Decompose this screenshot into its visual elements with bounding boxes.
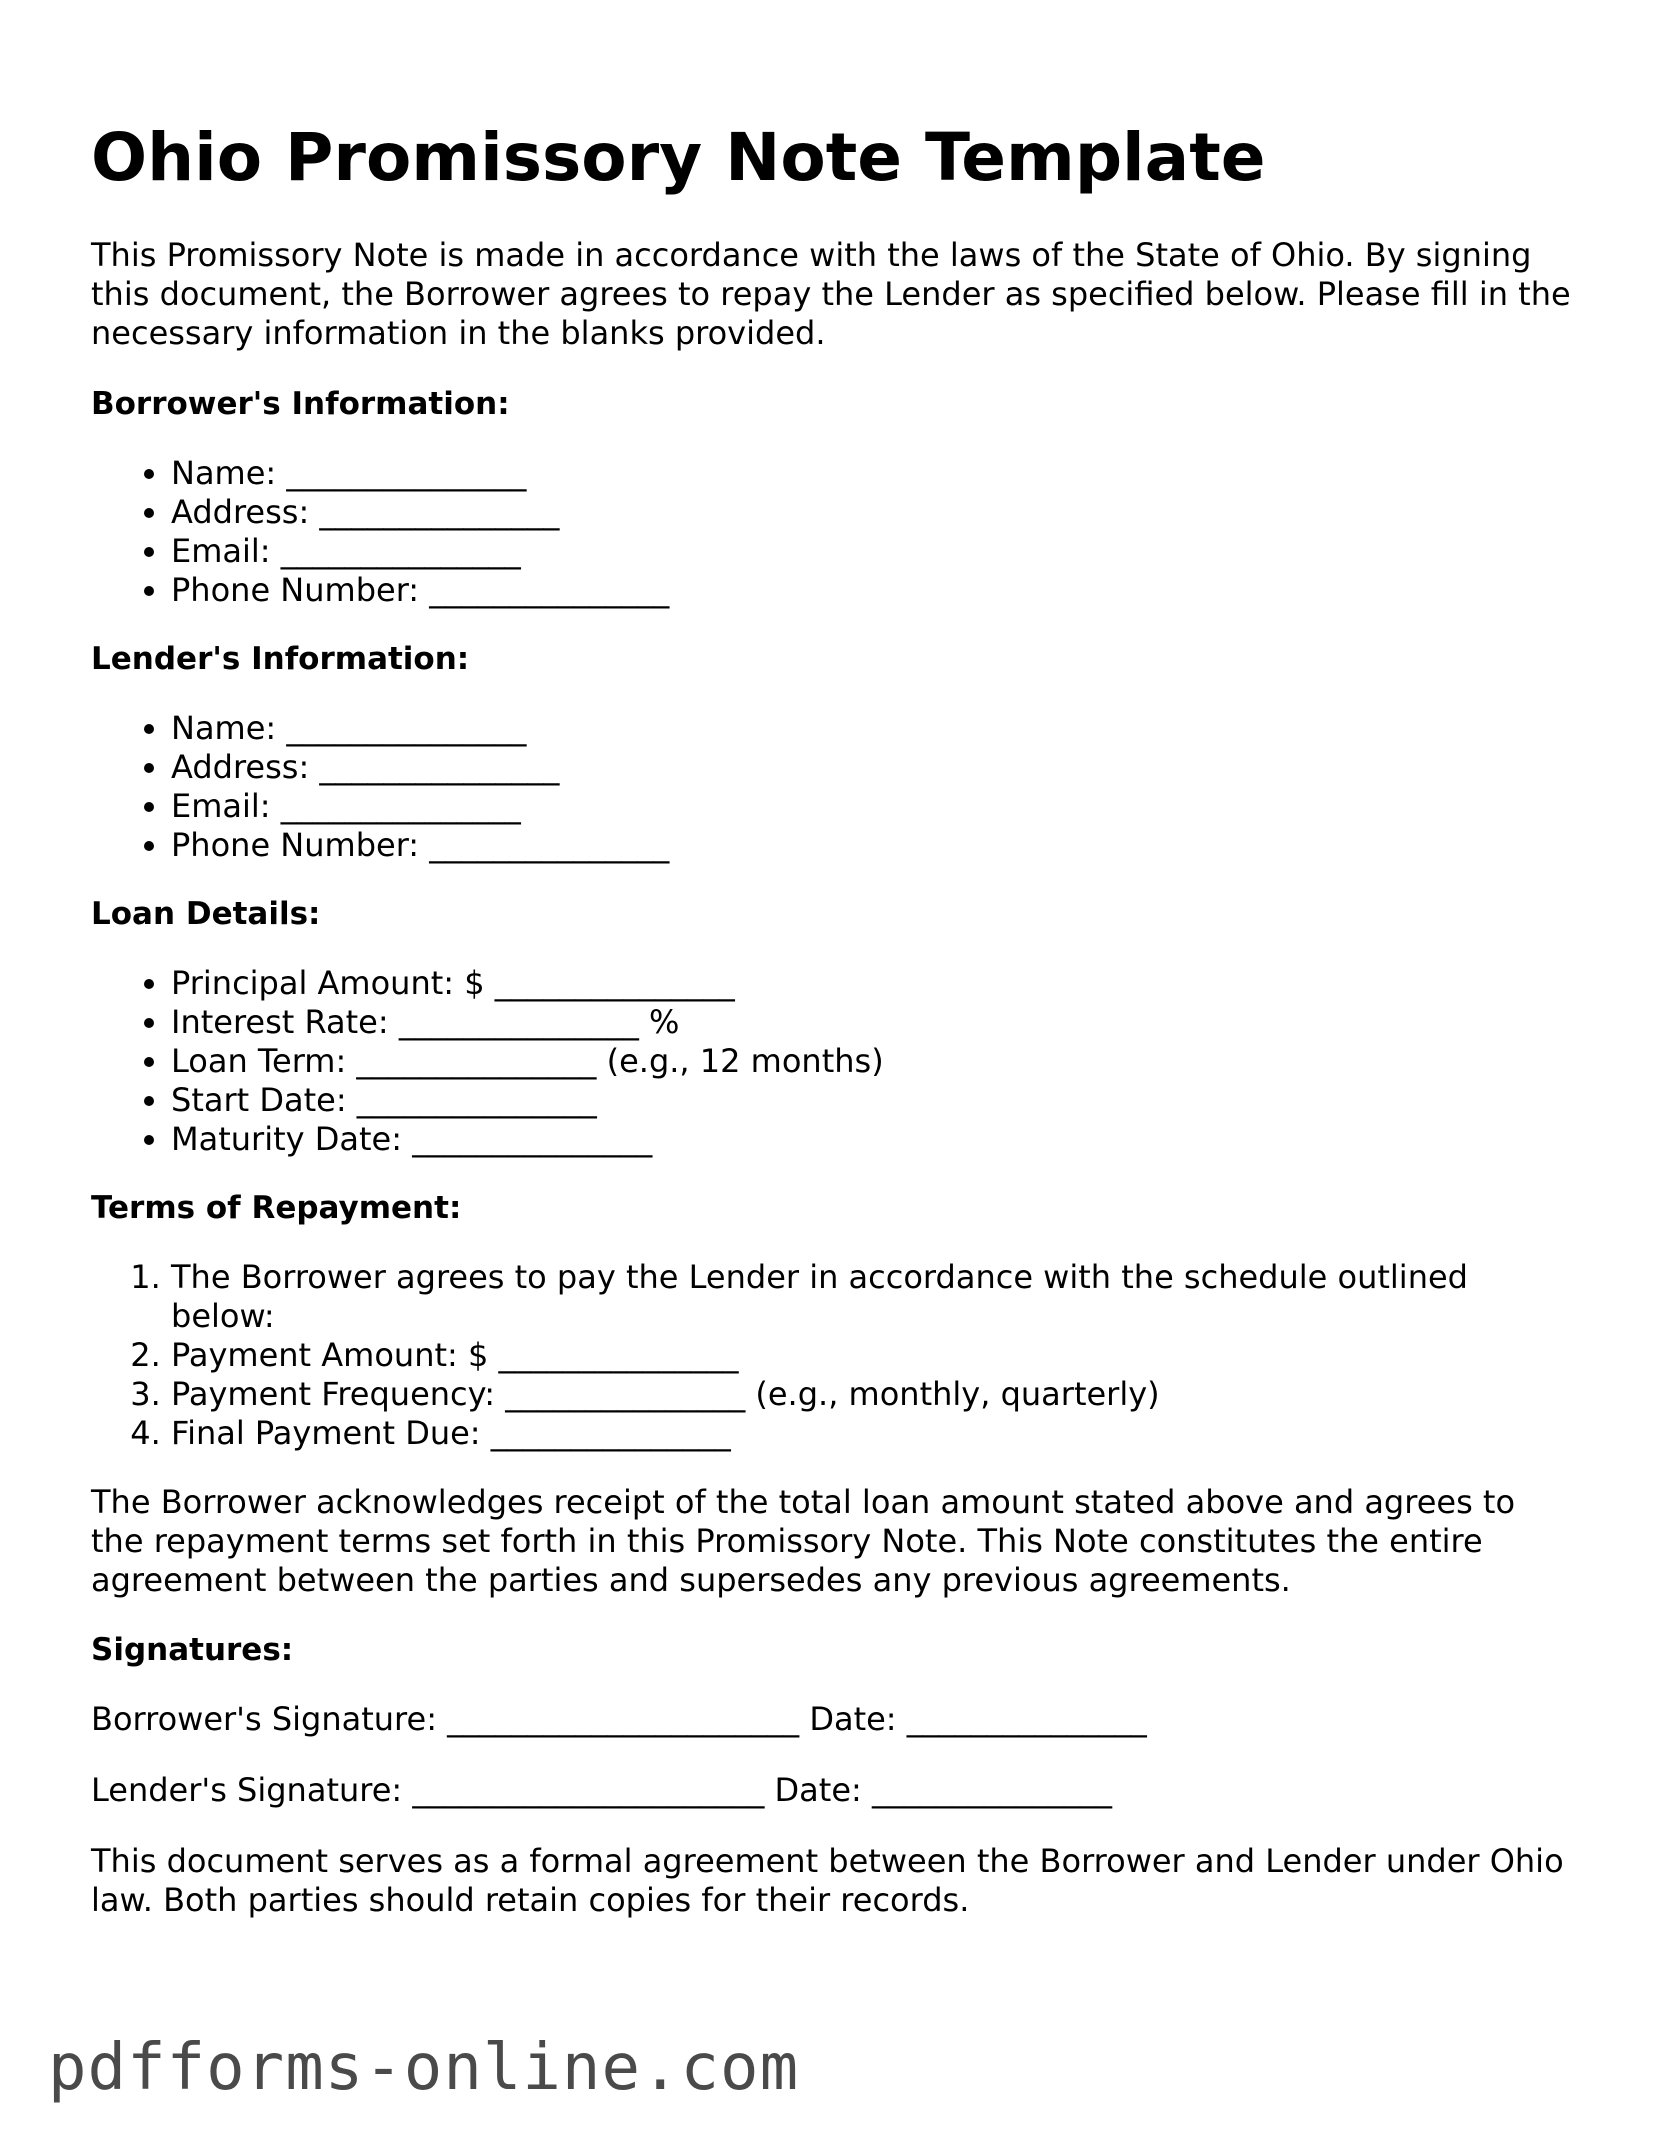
closing-paragraph: This document serves as a formal agreement between the Borrower and Lender under Ohio law. Both parties should retain copies for their records.	[91, 1842, 1564, 1919]
signatures-heading: Signatures:	[91, 1632, 294, 1668]
signatures-section	[91, 1631, 1571, 1810]
borrower-phone-field: • Phone Number: _______________	[171, 571, 1571, 610]
loan-list	[91, 964, 1571, 1159]
document-body	[91, 236, 1571, 1920]
lender-email-field: • Email: _______________	[171, 787, 1571, 826]
lender-section	[91, 640, 1571, 865]
borrower-heading: Borrower's Information:	[91, 386, 510, 422]
payment-amount-field: 2. Payment Amount: $ _______________	[171, 1336, 1571, 1375]
borrower-name-field: • Name: _______________	[171, 454, 1571, 493]
repayment-list	[91, 1258, 1571, 1453]
loan-term-field: • Loan Term: _______________ (e.g., 12 months)	[171, 1042, 1571, 1081]
principal-amount-field: • Principal Amount: $ _______________	[171, 964, 1571, 1003]
final-payment-due-field: 4. Final Payment Due: _______________	[171, 1414, 1571, 1453]
watermark: pdfforms-online.com	[48, 2031, 800, 2105]
borrower-signature-line: Borrower's Signature: ______________________ Date: _______________	[91, 1700, 1147, 1738]
lender-address-field: • Address: _______________	[171, 748, 1571, 787]
lender-name-field: • Name: _______________	[171, 709, 1571, 748]
maturity-date-field: • Maturity Date: _______________	[171, 1120, 1571, 1159]
borrower-address-field: • Address: _______________	[171, 493, 1571, 532]
loan-heading: Loan Details:	[91, 896, 321, 932]
loan-section	[91, 895, 1571, 1159]
payment-frequency-field: 3. Payment Frequency: _______________ (e.g., monthly, quarterly)	[171, 1375, 1571, 1414]
lender-list	[91, 709, 1571, 865]
borrower-list	[91, 454, 1571, 610]
repayment-section	[91, 1189, 1571, 1453]
borrower-section	[91, 385, 1571, 610]
repayment-heading: Terms of Repayment:	[91, 1190, 462, 1226]
lender-signature-line: Lender's Signature: ______________________ Date: _______________	[91, 1771, 1112, 1809]
borrower-email-field: • Email: _______________	[171, 532, 1571, 571]
lender-heading: Lender's Information:	[91, 641, 470, 677]
start-date-field: • Start Date: _______________	[171, 1081, 1571, 1120]
page-title: Ohio Promissory Note Template	[91, 119, 1266, 196]
repayment-schedule-item: 1. The Borrower agrees to pay the Lender in accordance with the schedule outlined below:	[171, 1258, 1571, 1336]
intro-paragraph: This Promissory Note is made in accordance with the laws of the State of Ohio. By signing this document, the Borrower agrees to repay the Lender as specified below. Please fill in the necessary information in the blanks provided.	[91, 236, 1571, 352]
interest-rate-field: • Interest Rate: _______________ %	[171, 1003, 1571, 1042]
acknowledgement-paragraph: The Borrower acknowledges receipt of the total loan amount stated above and agrees to the repayment terms set forth in this Promissory Note. This Note constitutes the entire agreement between the parties and supersedes any previous agreements.	[91, 1483, 1516, 1599]
lender-phone-field: • Phone Number: _______________	[171, 826, 1571, 865]
